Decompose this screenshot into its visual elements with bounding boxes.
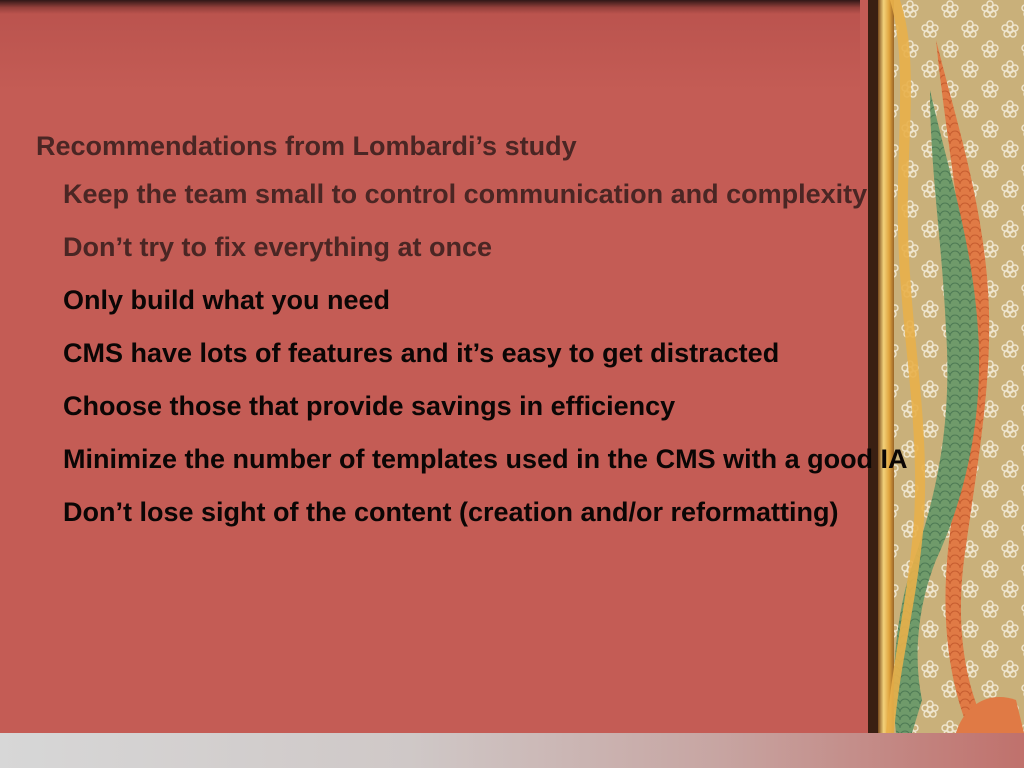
bullet-item: Minimize the number of templates used in the CMS with a good IA (63, 444, 908, 474)
slide-heading: Recommendations from Lombardi’s study (36, 131, 577, 161)
bullet-item: CMS have lots of features and it’s easy to get distracted (63, 338, 780, 368)
bullet-item: Don’t try to fix everything at once (63, 232, 493, 262)
slide-content (36, 128, 976, 547)
bullet-list (36, 176, 976, 530)
bullet-item: Choose those that provide savings in efficiency (63, 391, 676, 421)
bullet-item: Only build what you need (63, 285, 391, 315)
bullet-item: Keep the team small to control communication and complexity (63, 179, 868, 209)
bullet-item: Don’t lose sight of the content (creation and/or reformatting) (63, 497, 839, 527)
bottom-band (0, 733, 1024, 768)
